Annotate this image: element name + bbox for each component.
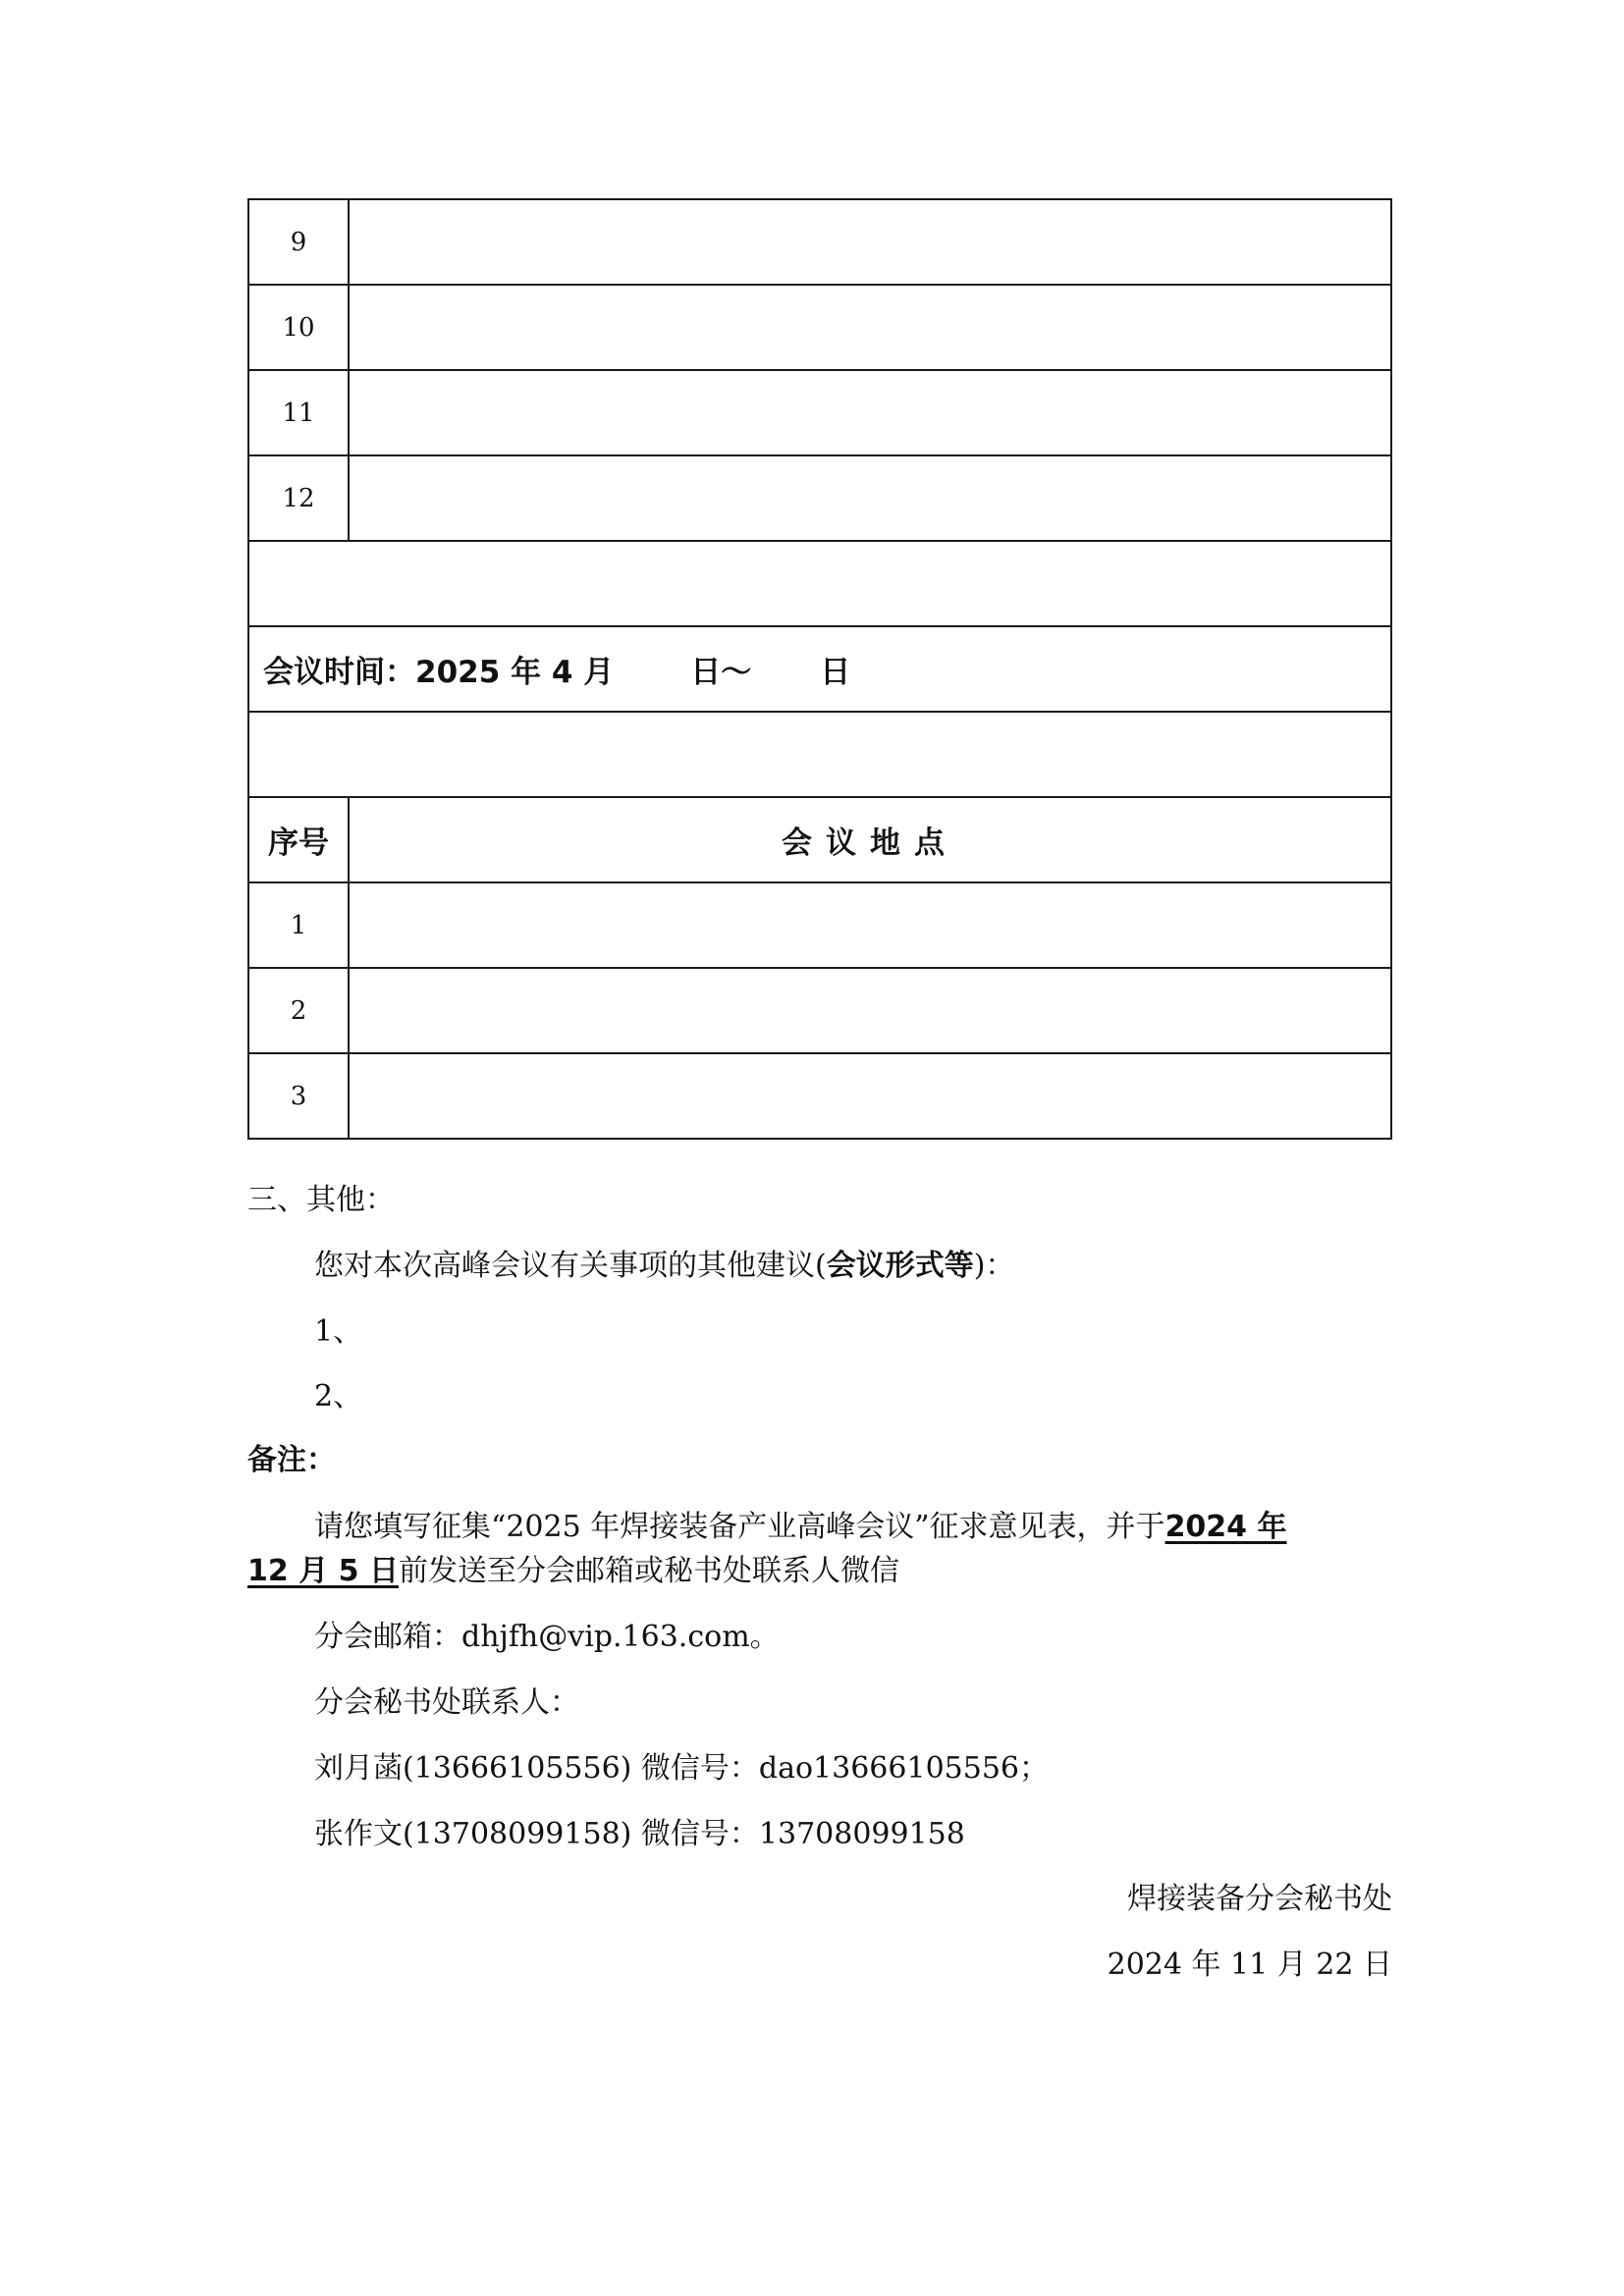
row-number: 3 bbox=[248, 1053, 349, 1139]
header-serial-number: 序号 bbox=[248, 797, 349, 882]
row-number: 2 bbox=[248, 968, 349, 1053]
table-row bbox=[248, 882, 1391, 968]
notes-heading: 备注： bbox=[247, 1443, 336, 1477]
contact-line: 张作文(13708099158) 微信号：13708099158 bbox=[314, 1817, 965, 1851]
deadline-part-2: 12 月 5 日 bbox=[247, 1554, 399, 1588]
location-input-cell[interactable] bbox=[349, 882, 1391, 968]
location-input-cell[interactable] bbox=[349, 1053, 1391, 1139]
row-content-cell[interactable] bbox=[349, 455, 1391, 541]
meeting-form-table bbox=[247, 198, 1392, 1140]
row-content-cell[interactable] bbox=[349, 370, 1391, 455]
table-row bbox=[248, 370, 1391, 455]
blank-row bbox=[248, 712, 1391, 797]
location-input-cell[interactable] bbox=[349, 968, 1391, 1053]
table-row bbox=[248, 285, 1391, 370]
row-number: 1 bbox=[248, 882, 349, 968]
blank-cell bbox=[248, 541, 1391, 626]
row-content-cell[interactable] bbox=[349, 199, 1391, 285]
meeting-format-emphasis: 会议形式等 bbox=[826, 1249, 974, 1283]
meeting-time-row bbox=[248, 626, 1391, 712]
contacts-heading: 分会秘书处联系人： bbox=[314, 1685, 579, 1720]
notes-line-1: 请您填写征集“2025 年焊接装备产业高峰会议”征求意见表，并于2024 年 bbox=[314, 1510, 1287, 1544]
meeting-time-suffix: 日 bbox=[820, 655, 851, 690]
row-number: 10 bbox=[248, 285, 349, 370]
blank-cell bbox=[248, 712, 1391, 797]
header-meeting-location: 会议地点 bbox=[349, 797, 1391, 882]
table-row bbox=[248, 968, 1391, 1053]
row-number: 11 bbox=[248, 370, 349, 455]
signature-date: 2024 年 11 月 22 日 bbox=[1107, 1948, 1392, 1982]
other-item: 1、 bbox=[314, 1314, 363, 1349]
meeting-time-mid: 日～ bbox=[690, 655, 752, 690]
notes-line-2: 12 月 5 日前发送至分会邮箱或秘书处联系人微信 bbox=[247, 1554, 899, 1588]
contact-line: 刘月菡(13666105556) 微信号：dao13666105556； bbox=[314, 1751, 1050, 1786]
other-item: 2、 bbox=[314, 1379, 363, 1414]
meeting-time-prefix: 会议时间：2025 年 4 月 bbox=[263, 655, 615, 690]
table-row bbox=[248, 199, 1391, 285]
section-other-heading: 三、其他： bbox=[247, 1183, 395, 1217]
row-number: 12 bbox=[248, 455, 349, 541]
signature-org: 焊接装备分会秘书处 bbox=[1127, 1882, 1392, 1916]
deadline-part-1: 2024 年 bbox=[1164, 1510, 1287, 1544]
other-prompt: 您对本次高峰会议有关事项的其他建议(会议形式等)： bbox=[314, 1249, 1015, 1283]
row-number: 9 bbox=[248, 199, 349, 285]
meeting-time-cell[interactable] bbox=[248, 626, 1391, 712]
blank-row bbox=[248, 541, 1391, 626]
table-row bbox=[248, 1053, 1391, 1139]
location-header-row bbox=[248, 797, 1391, 882]
table-row bbox=[248, 455, 1391, 541]
email-line: 分会邮箱：dhjfh@vip.163.com。 bbox=[314, 1620, 780, 1654]
row-content-cell[interactable] bbox=[349, 285, 1391, 370]
